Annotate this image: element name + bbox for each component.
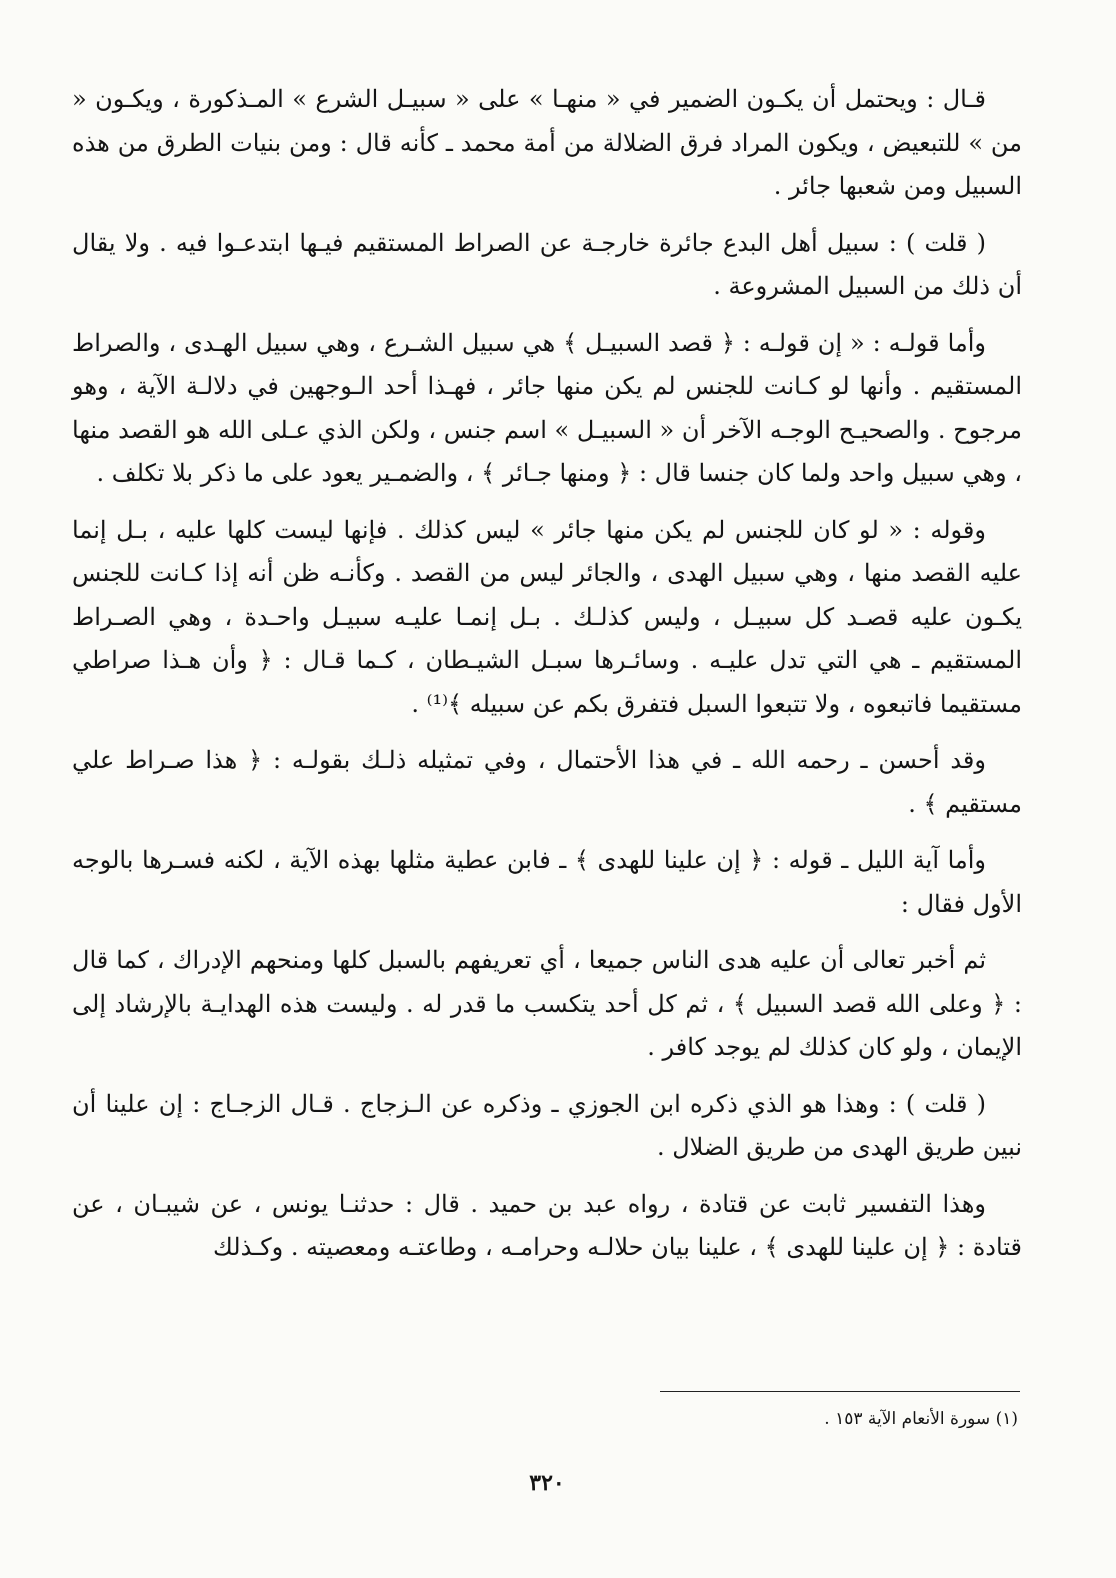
- paragraph-5: وقد أحسن ـ رحمه الله ـ في هذا الأحتمال ، وفي تمثيله ذلـك بقولـه : ﴿ هذا صـراط علي مستقيم ﴾ .: [72, 746, 1022, 818]
- page-number: ٣٢٠: [529, 1470, 565, 1496]
- paragraph-1: قـال : ويحتمل أن يكـون الضمير في « منهـا » على « سبيـل الشرع » المـذكورة ، ويكـون « من » للتبعيض ، ويكون المراد فرق الضلالة من أمة محمد ـ كأنه قال : ومن بنيات الطرق من هذه السبيل ومن شعبها جائر .: [72, 85, 1022, 200]
- paragraph-9: وهذا التفسير ثابت عن قتادة ، رواه عبد بن حميد . قال : حدثنـا يونس ، عن شيبـان ، عن قتادة : ﴿ إن علينا للهدى ﴾ ، علينا بيان حلالـه وحرامـه ، وطاعتـه ومعصيته . وكـذلك: [72, 1189, 1022, 1261]
- paragraph-8: ( قلت ) : وهذا هو الذي ذكره ابن الجوزي ـ وذكره عن الـزجاج . قـال الزجـاج : إن علينا أن نبين طريق الهدى من طريق الضلال .: [72, 1089, 1022, 1161]
- paragraph-7: ثم أخبر تعالى أن عليه هدى الناس جميعا ، أي تعريفهم بالسبل كلها ومنحهم الإدراك ، كما قال : ﴿ وعلى الله قصد السبيل ﴾ ، ثم كل أحد يتكسب ما قدر له . وليست هذه الهدايـة بالإرشاد إلى الإيمان ، ولو كان كذلك لم يوجد كافر .: [72, 946, 1022, 1061]
- paragraph-4: وقوله : « لو كان للجنس لم يكن منها جائر » ليس كذلك . فإنها ليست كلها عليه ، بـل إنما عليه القصد منها ، وهي سبيل الهدى ، والجائر ليس من القصد . وكأنـه ظن أنه إذا كـانت للجنس يكـون عليه قصـد كل سبيـل ، وليس كذلـك . بـل إنمـا عليـه سبيـل واحـدة ، وهي الصـراط المستقيم ـ هي التي تدل عليـه . وسائـرها سبـل الشيـطان ، كـما قـال : ﴿ وأن هـذا صراطي مستقيما فاتبعوه ، ولا تتبعوا السبل فتفرق بكم عن سبيله ﴾⁽¹⁾ .: [72, 515, 1022, 718]
- book-page: [72, 78, 1022, 1498]
- paragraph-2: ( قلت ) : سبيل أهل البدع جائرة خارجـة عن الصراط المستقيم فيـها ابتدعـوا فيه . ولا يقال أن ذلك من السبيل المشروعة .: [72, 228, 1022, 300]
- footnote: (١) سورة الأنعام الآية ١٥٣ .: [824, 1409, 1018, 1429]
- paragraph-3: وأما قولـه : « إن قولـه : ﴿ قصد السبيـل ﴾ هي سبيل الشـرع ، وهي سبيل الهـدى ، والصراط المستقيم . وأنها لو كـانت للجنس لم يكن منها جائر ، فهـذا أحد الـوجهين في دلالـة الآية ، وهو مرجوح . والصحيـح الوجـه الآخر أن « السبيـل » اسم جنس ، ولكن الذي عـلى الله هو القصد منها ، وهي سبيل واحد ولما كان جنسا قال : ﴿ ومنها جـائر ﴾ ، والضمـير يعود على ما ذكر بلا تكلف .: [72, 328, 1022, 487]
- paragraph-6: وأما آية الليل ـ قوله : ﴿ إن علينا للهدى ﴾ ـ فابن عطية مثلها بهذه الآية ، لكنه فسـرها بالوجه الأول فقال :: [72, 846, 1022, 918]
- footnote-divider: [660, 1391, 1020, 1392]
